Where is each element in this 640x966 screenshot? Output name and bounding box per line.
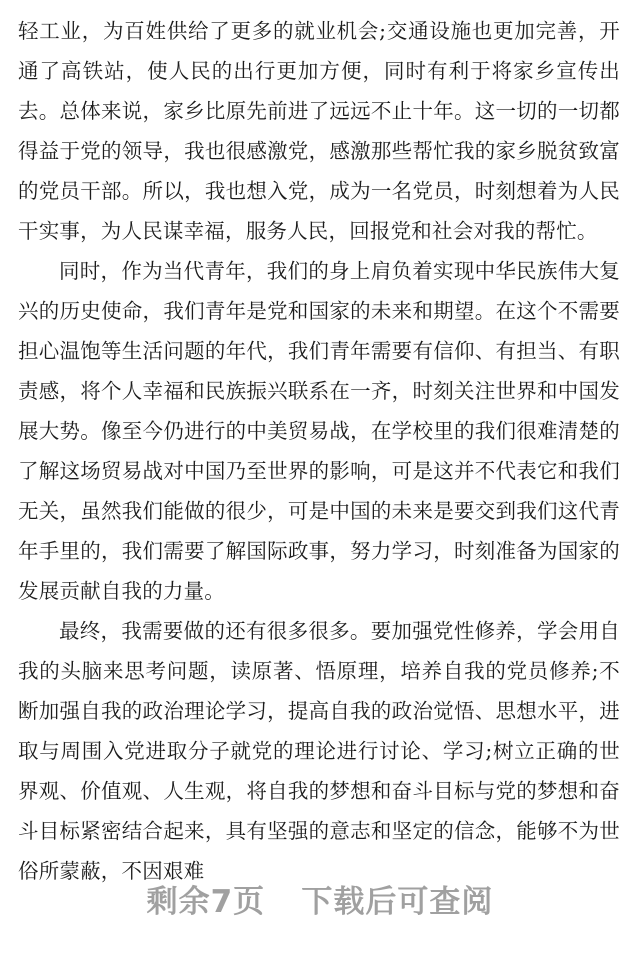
paywall-footer[interactable]	[0, 880, 640, 924]
remaining-pages-label: 剩余7页	[146, 884, 266, 920]
paragraph-2: 同时，作为当代青年，我们的身上肩负着实现中华民族伟大复兴的历史使命，我们青年是党和国家的未来和期望。在这个不需要担心温饱等生活问题的年代，我们青年需要有信仰、有担当、有职责感，将个人幸福和民族振兴联系在一齐，时刻关注世界和中国发展大势。像至今仍进行的中美贸易战，在学校里的我们很难清楚的了解这场贸易战对中国乃至世界的影响，可是这并不代表它和我们无关，虽然我们能做的很少，可是中国的未来是要交到我们这代青年手里的，我们需要了解国际政事，努力学习，时刻准备为国家的发展贡献自我的力量。	[18, 259, 620, 603]
paragraph-1: 轻工业，为百姓供给了更多的就业机会;交通设施也更加完善，开通了高铁站，使人民的出行更加方便，同时有利于将家乡宣传出去。总体来说，家乡比原先前进了远远不止十年。这一切的一切都得益于党的领导，我也很感激党，感激那些帮忙我的家乡脱贫致富的党员干部。所以，我也想入党，成为一名党员，时刻想着为人民干实事，为人民谋幸福，服务人民，回报党和社会对我的帮忙。	[18, 19, 620, 243]
download-hint-label[interactable]: 下载后可查阅	[301, 884, 494, 920]
paragraph-3: 最终，我需要做的还有很多很多。要加强党性修养，学会用自我的头脑来思考问题，读原著、悟原理，培养自我的党员修养;不断加强自我的政治理论学习，提高自我的政治觉悟、思想水平，进取与周围入党进取分子就党的理论进行讨论、学习;树立正确的世界观、价值观、人生观，将自我的梦想和奋斗目标与党的梦想和奋斗目标紧密结合起来，具有坚强的意志和坚定的信念，能够不为世俗所蒙蔽，不因艰难	[18, 619, 620, 883]
